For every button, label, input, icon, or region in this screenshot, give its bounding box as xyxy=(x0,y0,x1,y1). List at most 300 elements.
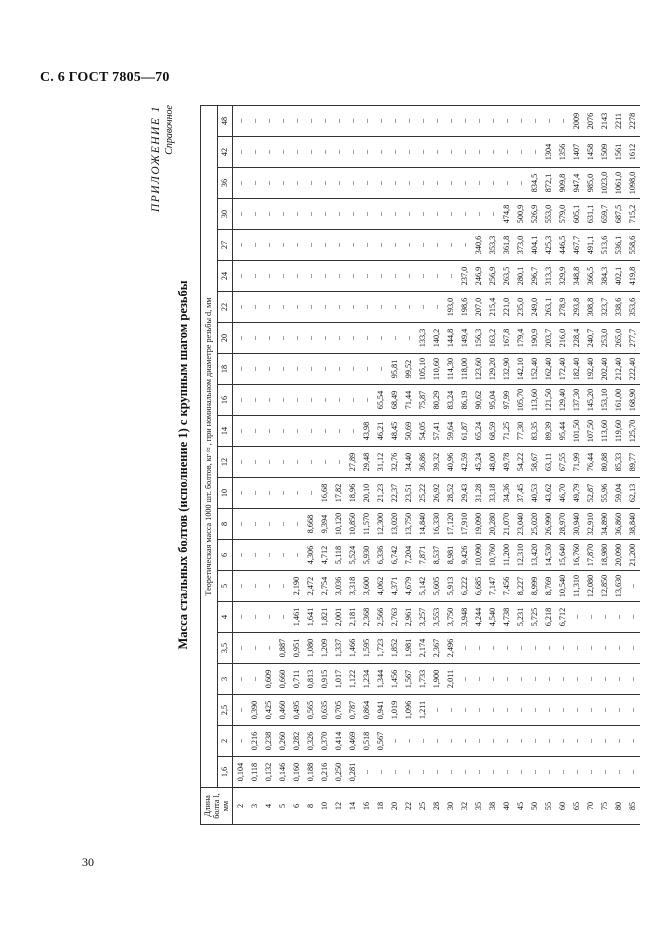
length-cell: 38 xyxy=(485,788,499,825)
mass-cell: – xyxy=(443,726,457,757)
mass-cell: 30,940 xyxy=(570,509,584,540)
mass-cell: 474,8 xyxy=(499,199,513,230)
mass-cell: 212,40 xyxy=(612,354,626,385)
mass-cell: – xyxy=(317,106,331,137)
mass-cell: – xyxy=(247,199,261,230)
mass-cell: 17,910 xyxy=(457,509,471,540)
mass-cell: – xyxy=(401,292,415,323)
mass-cell: – xyxy=(429,137,443,168)
mass-cell: – xyxy=(303,292,317,323)
mass-cell: 8,981 xyxy=(443,540,457,571)
mass-cell: – xyxy=(275,137,289,168)
mass-cell: – xyxy=(261,323,275,354)
mass-cell: 152,40 xyxy=(527,354,541,385)
mass-cell: – xyxy=(443,106,457,137)
mass-cell: 0,711 xyxy=(289,664,303,695)
length-cell: 6 xyxy=(289,788,303,825)
mass-cell: 20,10 xyxy=(359,478,373,509)
mass-cell: 366,5 xyxy=(584,261,598,292)
mass-cell: – xyxy=(261,509,275,540)
mass-cell: 40,53 xyxy=(527,478,541,509)
mass-cell: – xyxy=(233,292,248,323)
length-cell: 75 xyxy=(598,788,612,825)
mass-cell: 59,04 xyxy=(612,478,626,509)
mass-cell: 14,840 xyxy=(415,509,429,540)
mass-cell: 149,4 xyxy=(457,323,471,354)
mass-cell: – xyxy=(401,261,415,292)
length-cell: 12 xyxy=(331,788,345,825)
mass-cell: – xyxy=(429,292,443,323)
mass-cell: 265,0 xyxy=(612,323,626,354)
mass-cell: 6,742 xyxy=(387,540,401,571)
mass-cell: 1098,0 xyxy=(626,168,640,199)
mass-cell: 526,9 xyxy=(527,199,541,230)
mass-cell: 1,852 xyxy=(387,633,401,664)
mass-cell: – xyxy=(261,261,275,292)
mass-cell: 7,456 xyxy=(499,571,513,602)
mass-cell: – xyxy=(275,478,289,509)
mass-cell: – xyxy=(261,385,275,416)
mass-cell: 28,52 xyxy=(443,478,457,509)
mass-cell: 95,44 xyxy=(556,416,570,447)
mass-cell: – xyxy=(275,261,289,292)
mass-cell: – xyxy=(317,354,331,385)
mass-cell: – xyxy=(612,633,626,664)
mass-cell: 54,05 xyxy=(415,416,429,447)
mass-cell: – xyxy=(261,633,275,664)
table-row xyxy=(247,106,261,825)
mass-cell: 21,200 xyxy=(626,540,640,571)
mass-cell: 5,142 xyxy=(415,571,429,602)
mass-cell: 20,280 xyxy=(485,509,499,540)
mass-cell: 323,7 xyxy=(598,292,612,323)
mass-cell: – xyxy=(556,633,570,664)
diameter-header: 16 xyxy=(218,385,233,416)
mass-cell: – xyxy=(513,664,527,695)
mass-cell: 253,0 xyxy=(598,323,612,354)
mass-cell: – xyxy=(373,354,387,385)
table-row xyxy=(317,106,331,825)
mass-cell: 872,1 xyxy=(541,168,555,199)
mass-cell: 12,300 xyxy=(373,509,387,540)
mass-cell: – xyxy=(471,633,485,664)
mass-cell: – xyxy=(261,602,275,633)
mass-cell: 5,524 xyxy=(345,540,359,571)
mass-cell: – xyxy=(457,757,471,788)
mass-cell: – xyxy=(513,168,527,199)
mass-cell: 203,7 xyxy=(541,323,555,354)
mass-cell: 19,090 xyxy=(471,509,485,540)
mass-cell: 21,070 xyxy=(499,509,513,540)
mass-cell: 446,5 xyxy=(556,230,570,261)
mass-cell: – xyxy=(275,199,289,230)
mass-cell: 133,3 xyxy=(415,323,429,354)
mass-cell: 1,234 xyxy=(359,664,373,695)
mass-cell: 353,3 xyxy=(485,230,499,261)
table-row xyxy=(541,106,555,825)
mass-cell: – xyxy=(387,292,401,323)
mass-cell: 985,0 xyxy=(584,168,598,199)
mass-cell: 500,9 xyxy=(513,199,527,230)
mass-cell: 202,40 xyxy=(598,354,612,385)
mass-cell: 0,390 xyxy=(247,695,261,726)
mass-cell: 0,787 xyxy=(345,695,359,726)
mass-cell: 404,1 xyxy=(527,230,541,261)
mass-cell: – xyxy=(429,261,443,292)
mass-cell: 14,530 xyxy=(541,540,555,571)
mass-cell: – xyxy=(598,726,612,757)
mass-cell: – xyxy=(261,168,275,199)
mass-cell: – xyxy=(233,726,248,757)
diameter-header: 18 xyxy=(218,354,233,385)
mass-cell: 0,216 xyxy=(317,757,331,788)
group-header: Теоретическая масса 1000 шт. болтов, кг ≈ , при номинальном диаметре резьбы d, мм xyxy=(201,106,218,788)
mass-cell: 34,890 xyxy=(598,509,612,540)
mass-cell: – xyxy=(541,726,555,757)
mass-cell: – xyxy=(401,726,415,757)
mass-cell: 17,82 xyxy=(331,478,345,509)
mass-cell: 10,760 xyxy=(485,540,499,571)
mass-cell: 17,870 xyxy=(584,540,598,571)
mass-cell: 4,738 xyxy=(499,602,513,633)
mass-cell: – xyxy=(331,292,345,323)
mass-cell: 110,60 xyxy=(429,354,443,385)
mass-cell: – xyxy=(612,695,626,726)
mass-cell: – xyxy=(570,726,584,757)
mass-cell: – xyxy=(415,757,429,788)
mass-cell: 0,250 xyxy=(331,757,345,788)
mass-cell: – xyxy=(556,726,570,757)
mass-cell: 13,750 xyxy=(401,509,415,540)
diameter-header: 3,5 xyxy=(218,633,233,664)
mass-cell: – xyxy=(415,726,429,757)
mass-cell: – xyxy=(457,106,471,137)
mass-cell: 55,96 xyxy=(598,478,612,509)
mass-cell: – xyxy=(499,664,513,695)
mass-cell: 61,87 xyxy=(457,416,471,447)
mass-cell: – xyxy=(527,664,541,695)
mass-cell: – xyxy=(233,230,248,261)
mass-cell: – xyxy=(345,416,359,447)
mass-cell: – xyxy=(527,695,541,726)
diameter-header: 2,5 xyxy=(218,695,233,726)
mass-cell: – xyxy=(233,106,248,137)
mass-cell: – xyxy=(275,509,289,540)
mass-cell: 68,49 xyxy=(387,385,401,416)
mass-cell: – xyxy=(275,106,289,137)
mass-cell: 38,840 xyxy=(626,509,640,540)
mass-cell: 129,20 xyxy=(485,354,499,385)
mass-cell: 293,8 xyxy=(570,292,584,323)
mass-cell: – xyxy=(359,168,373,199)
mass-cell: 32,910 xyxy=(584,509,598,540)
mass-cell: 419,8 xyxy=(626,261,640,292)
mass-cell: – xyxy=(415,168,429,199)
mass-cell: 31,12 xyxy=(373,447,387,478)
mass-cell: – xyxy=(317,230,331,261)
mass-cell: 0,864 xyxy=(359,695,373,726)
mass-cell: – xyxy=(373,168,387,199)
mass-cell: 28,970 xyxy=(556,509,570,540)
length-cell: 28 xyxy=(429,788,443,825)
mass-cell: 0,425 xyxy=(261,695,275,726)
mass-cell: 0,118 xyxy=(247,757,261,788)
length-cell: 85 xyxy=(626,788,640,825)
mass-cell: – xyxy=(247,602,261,633)
mass-cell: – xyxy=(345,261,359,292)
mass-cell: 18,980 xyxy=(598,540,612,571)
table-row xyxy=(373,106,387,825)
mass-cell: – xyxy=(387,726,401,757)
diameter-header: 30 xyxy=(218,199,233,230)
mass-cell: 163,2 xyxy=(485,323,499,354)
mass-cell: 4,062 xyxy=(373,571,387,602)
mass-cell: 65,54 xyxy=(373,385,387,416)
mass-cell: – xyxy=(443,261,457,292)
mass-cell: 0,705 xyxy=(331,695,345,726)
mass-cell: – xyxy=(457,137,471,168)
mass-cell: 0,495 xyxy=(289,695,303,726)
mass-cell: 240,7 xyxy=(584,323,598,354)
mass-cell: – xyxy=(247,168,261,199)
table-row xyxy=(443,106,457,825)
mass-cell: – xyxy=(345,168,359,199)
appendix-note: Справочное xyxy=(164,105,175,155)
mass-cell: 558,6 xyxy=(626,230,640,261)
mass-cell: – xyxy=(471,106,485,137)
mass-cell: 0,915 xyxy=(317,664,331,695)
mass-cell: – xyxy=(359,323,373,354)
mass-cell: 11,570 xyxy=(359,509,373,540)
mass-cell: 6,712 xyxy=(556,602,570,633)
mass-cell: – xyxy=(612,757,626,788)
mass-cell: 605,1 xyxy=(570,199,584,230)
mass-cell: 715,2 xyxy=(626,199,640,230)
mass-cell: – xyxy=(626,695,640,726)
mass-cell: – xyxy=(359,292,373,323)
mass-cell: 2,496 xyxy=(443,633,457,664)
mass-cell: – xyxy=(584,664,598,695)
mass-cell: – xyxy=(626,726,640,757)
mass-cell: – xyxy=(626,602,640,633)
mass-cell: – xyxy=(331,447,345,478)
mass-cell: – xyxy=(303,416,317,447)
mass-cell: – xyxy=(261,292,275,323)
mass-cell: – xyxy=(303,261,317,292)
mass-cell: 8,769 xyxy=(541,571,555,602)
mass-cell: – xyxy=(485,199,499,230)
mass-cell: – xyxy=(345,354,359,385)
mass-cell: 1,723 xyxy=(373,633,387,664)
mass-cell: 1,567 xyxy=(401,664,415,695)
mass-cell: 113,60 xyxy=(527,385,541,416)
mass-cell: – xyxy=(289,292,303,323)
mass-cell: 142,10 xyxy=(513,354,527,385)
diameter-header: 12 xyxy=(218,447,233,478)
length-cell: 22 xyxy=(401,788,415,825)
mass-cell: – xyxy=(443,695,457,726)
mass-cell: 46,70 xyxy=(556,478,570,509)
mass-cell: – xyxy=(303,168,317,199)
mass-cell: – xyxy=(626,664,640,695)
mass-cell: – xyxy=(233,447,248,478)
mass-cell: 2,472 xyxy=(303,571,317,602)
mass-cell: 156,3 xyxy=(471,323,485,354)
mass-cell: 15,640 xyxy=(556,540,570,571)
mass-cell: 1,461 xyxy=(289,602,303,633)
page-header: С. 6 ГОСТ 7805—70 xyxy=(40,70,170,85)
mass-cell: – xyxy=(275,292,289,323)
mass-cell: 3,036 xyxy=(331,571,345,602)
mass-cell: – xyxy=(373,261,387,292)
diameter-header: 1,6 xyxy=(218,757,233,788)
mass-cell: 8,537 xyxy=(429,540,443,571)
mass-cell: 361,8 xyxy=(499,230,513,261)
mass-cell: 246,9 xyxy=(471,261,485,292)
mass-cell: – xyxy=(429,199,443,230)
mass-cell: 235,0 xyxy=(513,292,527,323)
mass-cell: – xyxy=(303,323,317,354)
mass-cell: 8,999 xyxy=(527,571,541,602)
mass-cell: – xyxy=(471,137,485,168)
mass-cell: 161,00 xyxy=(612,385,626,416)
mass-cell: 1,456 xyxy=(387,664,401,695)
mass-cell: 4,540 xyxy=(485,602,499,633)
mass-cell: – xyxy=(570,602,584,633)
mass-cell: – xyxy=(373,199,387,230)
mass-cell: – xyxy=(289,509,303,540)
mass-cell: – xyxy=(233,509,248,540)
mass-cell: 2,368 xyxy=(359,602,373,633)
mass-cell: – xyxy=(401,199,415,230)
mass-cell: – xyxy=(359,385,373,416)
mass-cell: 536,1 xyxy=(612,230,626,261)
mass-cell: – xyxy=(556,106,570,137)
mass-cell: – xyxy=(429,757,443,788)
mass-cell: 48,00 xyxy=(485,447,499,478)
mass-cell: 97,99 xyxy=(499,385,513,416)
mass-cell: – xyxy=(612,664,626,695)
mass-cell: – xyxy=(485,664,499,695)
mass-cell: 222,40 xyxy=(626,354,640,385)
mass-cell: – xyxy=(556,757,570,788)
mass-cell: – xyxy=(359,106,373,137)
mass-cell: – xyxy=(612,726,626,757)
mass-cell: – xyxy=(387,106,401,137)
mass-cell: – xyxy=(331,354,345,385)
mass-cell: 125,70 xyxy=(626,416,640,447)
mass-cell: – xyxy=(233,199,248,230)
mass-cell: – xyxy=(303,385,317,416)
mass-cell: 2278 xyxy=(626,106,640,137)
mass-cell: – xyxy=(275,168,289,199)
mass-cell: 123,60 xyxy=(471,354,485,385)
mass-cell: 1,981 xyxy=(401,633,415,664)
mass-cell: – xyxy=(275,230,289,261)
diameter-header: 24 xyxy=(218,261,233,292)
mass-cell: 27,89 xyxy=(345,447,359,478)
mass-cell: 425,3 xyxy=(541,230,555,261)
mass-cell: – xyxy=(331,137,345,168)
mass-cell: 83,24 xyxy=(443,385,457,416)
mass-cell: – xyxy=(373,292,387,323)
mass-cell: 278,9 xyxy=(556,292,570,323)
mass-cell: – xyxy=(513,106,527,137)
mass-cell: 1,017 xyxy=(331,664,345,695)
table-row xyxy=(626,106,640,825)
mass-cell: 1561 xyxy=(612,137,626,168)
mass-cell: 140,2 xyxy=(429,323,443,354)
mass-cell: 25,22 xyxy=(415,478,429,509)
mass-cell: 631,1 xyxy=(584,199,598,230)
mass-cell: 2,961 xyxy=(401,602,415,633)
mass-cell: 114,30 xyxy=(443,354,457,385)
mass-cell: 2,754 xyxy=(317,571,331,602)
mass-cell: 43,62 xyxy=(541,478,555,509)
mass-cell: 3,600 xyxy=(359,571,373,602)
mass-cell: – xyxy=(457,230,471,261)
mass-cell: 947,4 xyxy=(570,168,584,199)
mass-cell: 237,0 xyxy=(457,261,471,292)
mass-cell: 0,104 xyxy=(233,757,248,788)
mass-cell: 29,43 xyxy=(457,478,471,509)
mass-cell: 67,55 xyxy=(556,447,570,478)
mass-cell: 54,22 xyxy=(513,447,527,478)
mass-cell: 4,679 xyxy=(401,571,415,602)
mass-cell: 0,414 xyxy=(331,726,345,757)
mass-cell: 37,45 xyxy=(513,478,527,509)
mass-cell: 353,6 xyxy=(626,292,640,323)
table-row xyxy=(401,106,415,825)
mass-cell: 2,011 xyxy=(443,664,457,695)
mass-cell: 263,5 xyxy=(499,261,513,292)
mass-cell: – xyxy=(499,633,513,664)
mass-cell: – xyxy=(261,571,275,602)
mass-cell: – xyxy=(499,726,513,757)
mass-cell: – xyxy=(513,633,527,664)
mass-cell: 71,25 xyxy=(499,416,513,447)
table-row xyxy=(513,106,527,825)
mass-cell: – xyxy=(527,106,541,137)
mass-cell: 16,68 xyxy=(317,478,331,509)
mass-cell: 228,4 xyxy=(570,323,584,354)
mass-cell: – xyxy=(429,106,443,137)
mass-cell: – xyxy=(289,199,303,230)
mass-cell: – xyxy=(584,633,598,664)
mass-cell: 105,70 xyxy=(513,385,527,416)
mass-cell: 71,99 xyxy=(570,447,584,478)
mass-cell: – xyxy=(387,230,401,261)
mass-cell: – xyxy=(303,478,317,509)
mass-cell: – xyxy=(247,354,261,385)
length-cell: 40 xyxy=(499,788,513,825)
mass-cell: 4,244 xyxy=(471,602,485,633)
mass-cell: 36,86 xyxy=(415,447,429,478)
mass-cell: 2,174 xyxy=(415,633,429,664)
mass-cell: 193,0 xyxy=(443,292,457,323)
mass-cell: 182,40 xyxy=(570,354,584,385)
mass-cell: – xyxy=(457,168,471,199)
mass-cell: 46,21 xyxy=(373,416,387,447)
mass-cell: 0,460 xyxy=(275,695,289,726)
mass-cell: 5,913 xyxy=(443,571,457,602)
mass-cell: 0,813 xyxy=(303,664,317,695)
mass-cell: – xyxy=(499,168,513,199)
mass-cell: 107,50 xyxy=(584,416,598,447)
mass-cell: – xyxy=(233,416,248,447)
mass-cell: 80,88 xyxy=(598,447,612,478)
mass-cell: 10,120 xyxy=(331,509,345,540)
